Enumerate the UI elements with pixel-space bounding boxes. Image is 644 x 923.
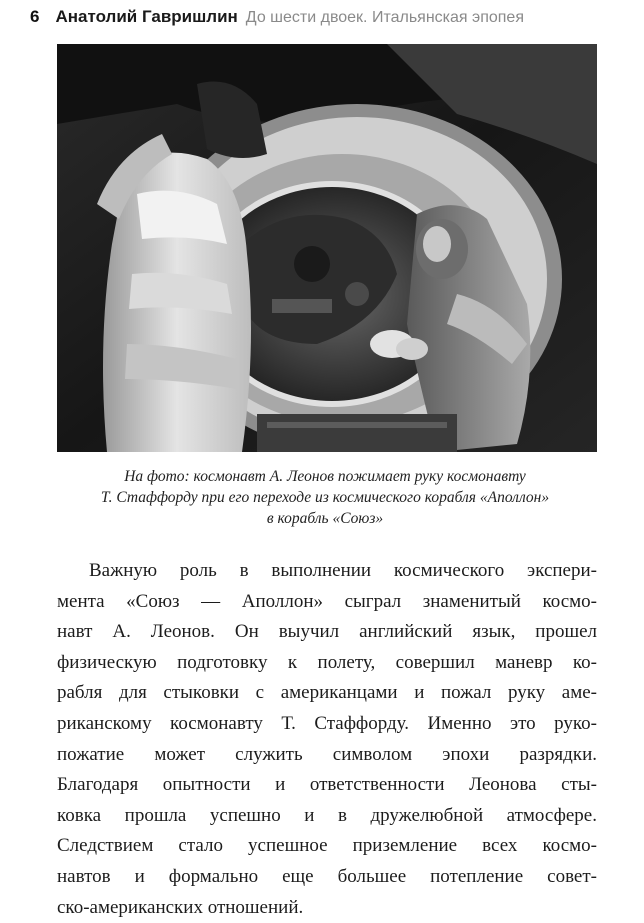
page-header xyxy=(30,6,630,28)
body-paragraph xyxy=(57,556,597,923)
text-line: Благодаря опытности и ответственности Леонова сты- xyxy=(57,774,597,796)
page-number: 6 xyxy=(30,7,40,26)
text-line: навт А. Леонов. Он выучил английский язык, прошел xyxy=(57,621,597,643)
caption-line: в корабль «Союз» xyxy=(266,510,384,527)
text-line: пожатие может служить символом эпохи разрядки. xyxy=(57,743,597,765)
text-line: физическую подготовку к полету, совершил маневр ко- xyxy=(57,651,597,673)
author-name: Анатолий Гавришлин xyxy=(55,7,238,26)
text-line: Важную роль в выполнении космического экспери- xyxy=(89,560,597,581)
caption-line: На фото: космонавт А. Леонов пожимает руку космонавту xyxy=(124,468,526,485)
text-line: Следствием стало успешное приземление всех космо- xyxy=(57,835,597,857)
text-line: ковка прошла успешно и в дружелюбной атмосфере. xyxy=(57,804,597,826)
book-title: До шести двоек. Итальянская эпопея xyxy=(245,9,524,26)
text-line: рабля для стыковки с американцами и пожал руку аме- xyxy=(57,682,597,704)
text-line: навтов и формально еще большее потепление совет- xyxy=(57,865,597,887)
photo-caption xyxy=(40,466,610,529)
astronauts-handshake-photo-icon xyxy=(57,44,597,452)
astronauts-photo xyxy=(57,44,597,452)
text-line: риканскому космонавту Т. Стаффорду. Именно это руко- xyxy=(57,712,597,734)
text-line: мента «Союз — Аполлон» сыграл знаменитый космо- xyxy=(57,590,597,612)
caption-line: Т. Стаффорду при его переходе из космического корабля «Аполлон» xyxy=(100,489,550,506)
text-line: ско-американских отношений. xyxy=(57,896,304,918)
